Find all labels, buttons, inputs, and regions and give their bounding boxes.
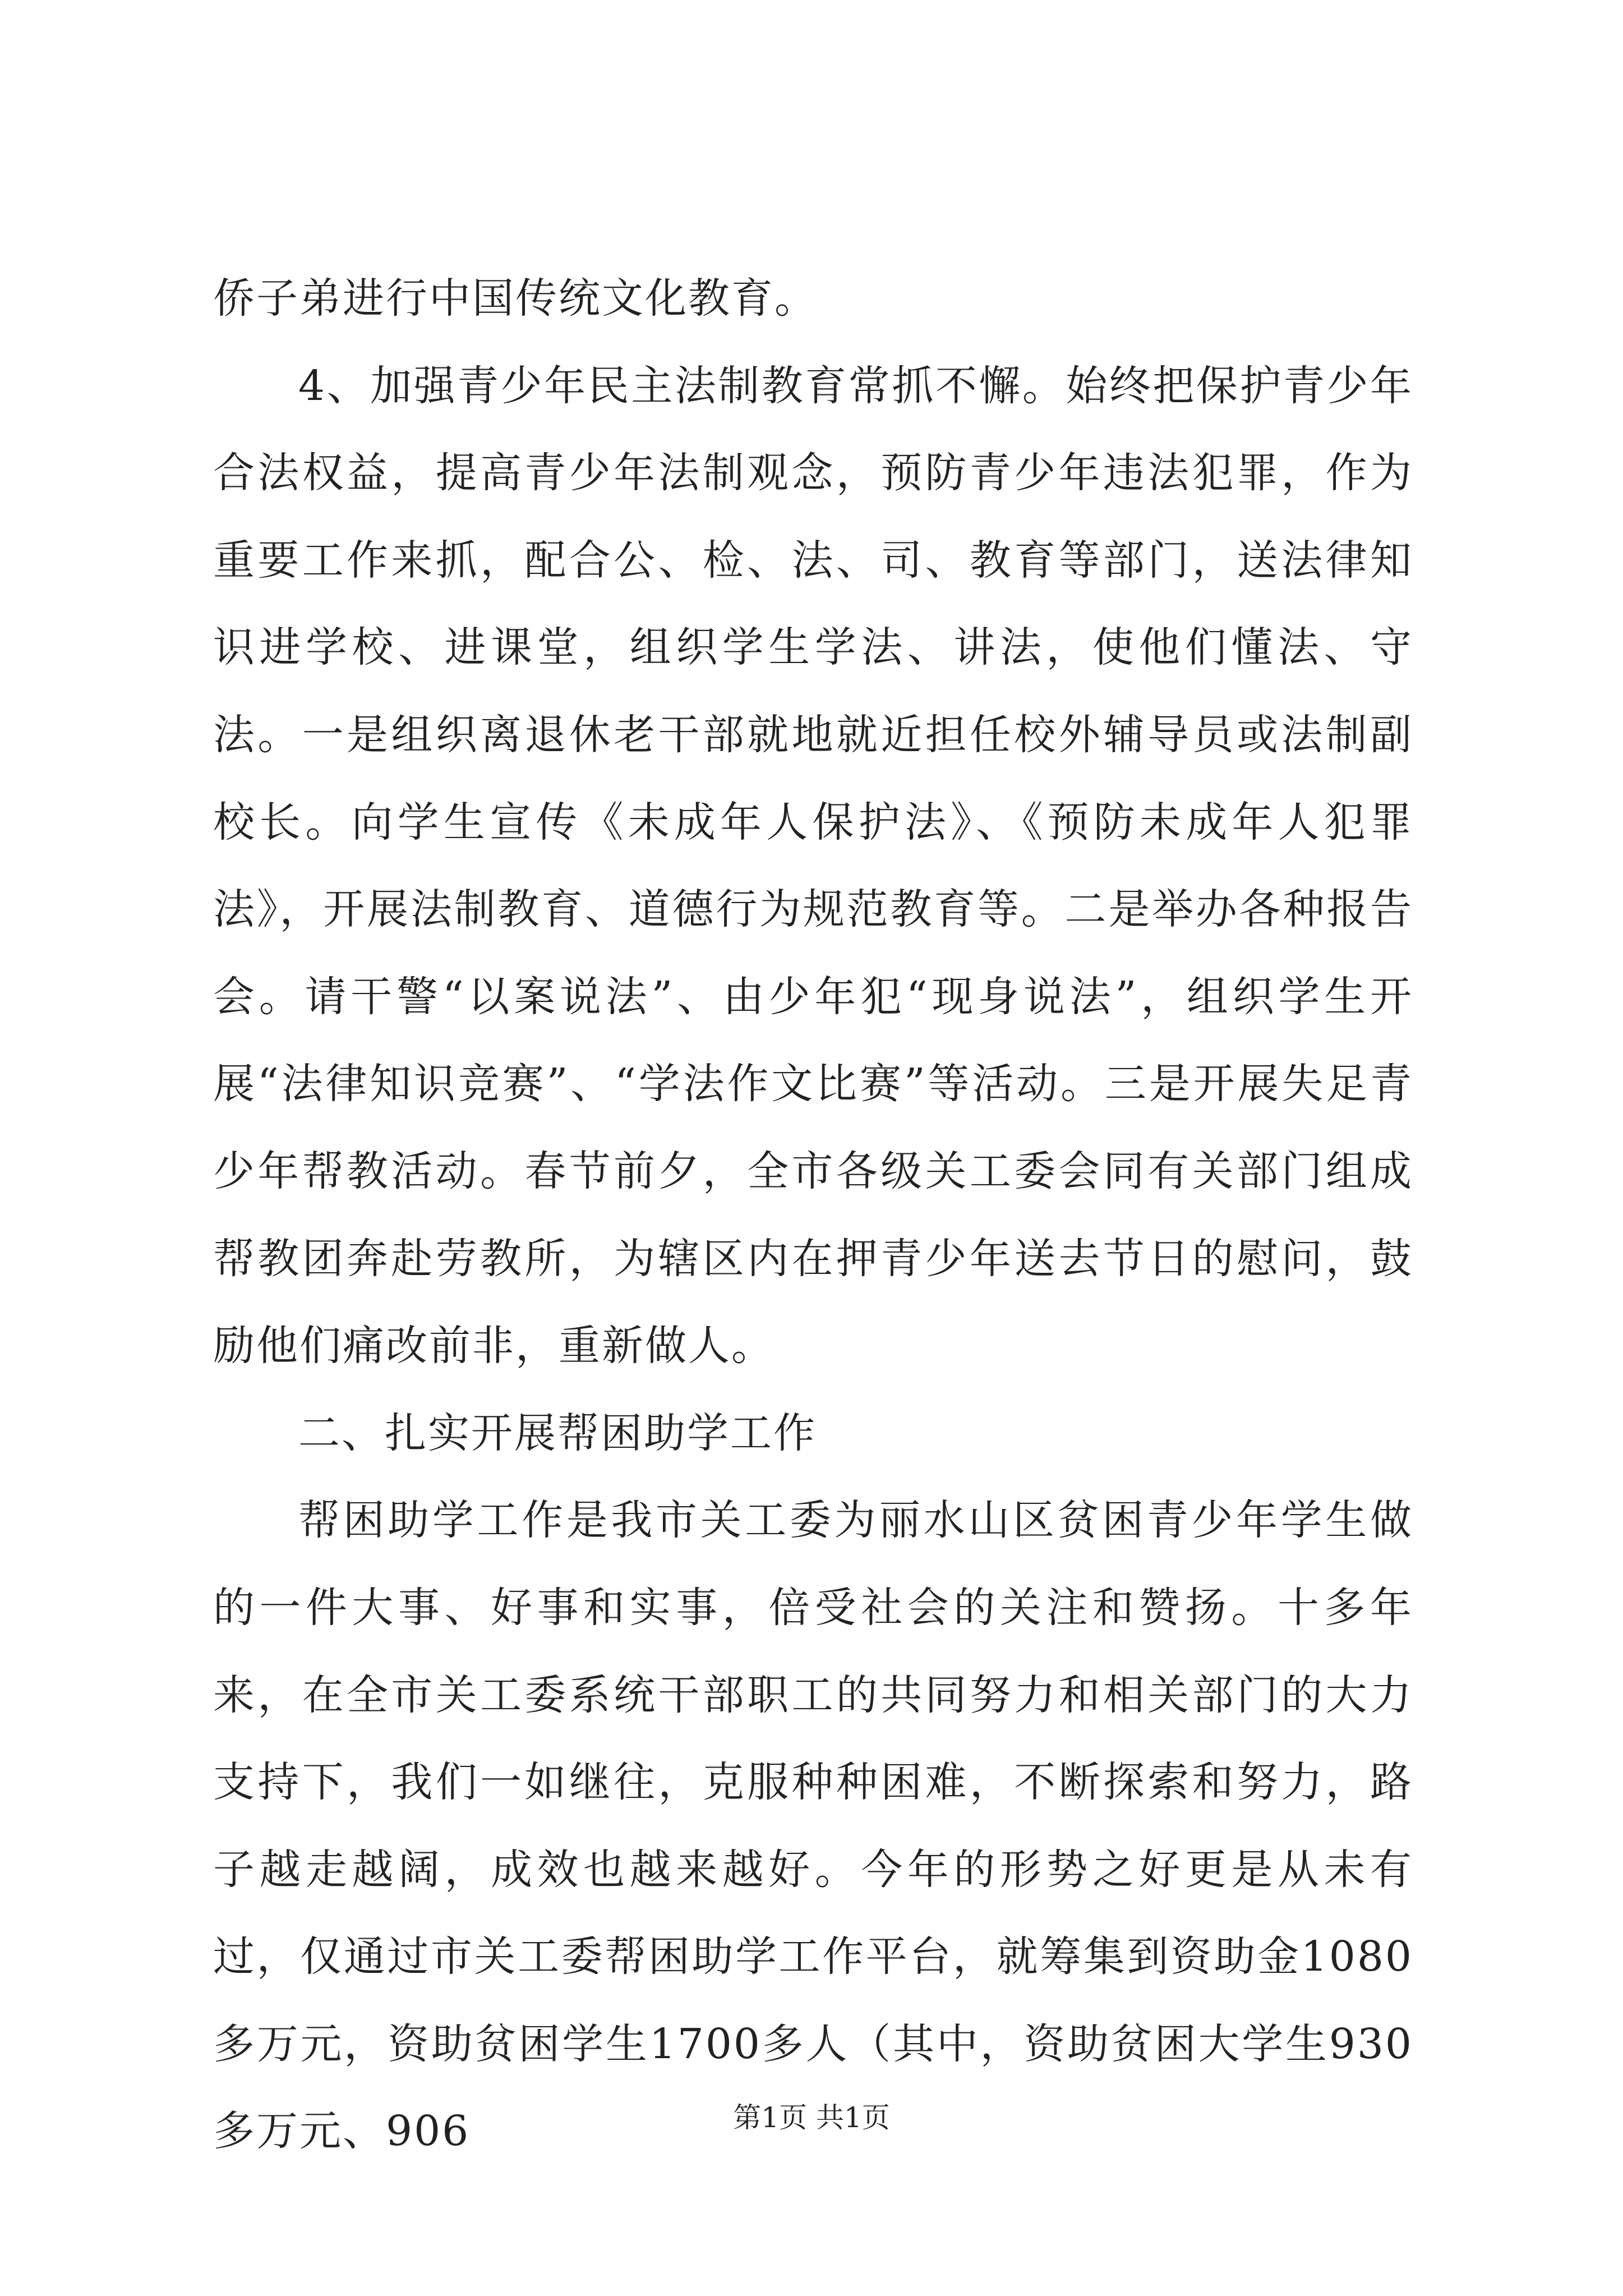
section-heading: 二、扎实开展帮困助学工作: [298, 1409, 817, 1457]
document-body: [213, 255, 1413, 2175]
paragraph-student-aid: 帮困助学工作是我市关工委为丽水山区贫困青少年学生做的一件大事、好事和实事，倍受社会的关注和赞扬。十多年来，在全市关工委系统干部职工的共同努力和相关部门的大力支持下，我们一如继往，克服种种困难，不断探索和努力，路子越走越阔，成效也越来越好。今年的形势之好更是从未有过，仅通过市关工委帮困助学工作平台，就筹集到资助金1080多万元，资助贫困学生1700多人（其中，资助贫困大学生930多万元、906: [213, 1496, 1413, 2156]
paragraph-continuation: 侨子弟进行中国传统文化教育。: [213, 274, 818, 323]
page-footer: 第1页 共1页: [733, 2101, 890, 2134]
paragraph-legal-education: 4、加强青少年民主法制教育常抓不懈。始终把保护青少年合法权益，提高青少年法制观念，预防青少年违法犯罪，作为重要工作来抓，配合公、检、法、司、教育等部门，送法律知识进学校、进课堂，组织学生学法、讲法，使他们懂法、守法。一是组织离退休老干部就地就近担任校外辅导员或法制副校长。向学生宣传《未成年人保护法》、《预防未成年人犯罪法》，开展法制教育、道德行为规范教育等。二是举办各种报告会。请干警“以案说法”、由少年犯“现身说法”，组织学生开展“法律知识竞赛”、“学法作文比赛”等活动。三是开展失足青少年帮教活动。春节前夕，全市各级关工委会同有关部门组成帮教团奔赴劳教所，为辖区内在押青少年送去节日的慰问，鼓励他们痛改前非，重新做人。: [213, 361, 1413, 1370]
